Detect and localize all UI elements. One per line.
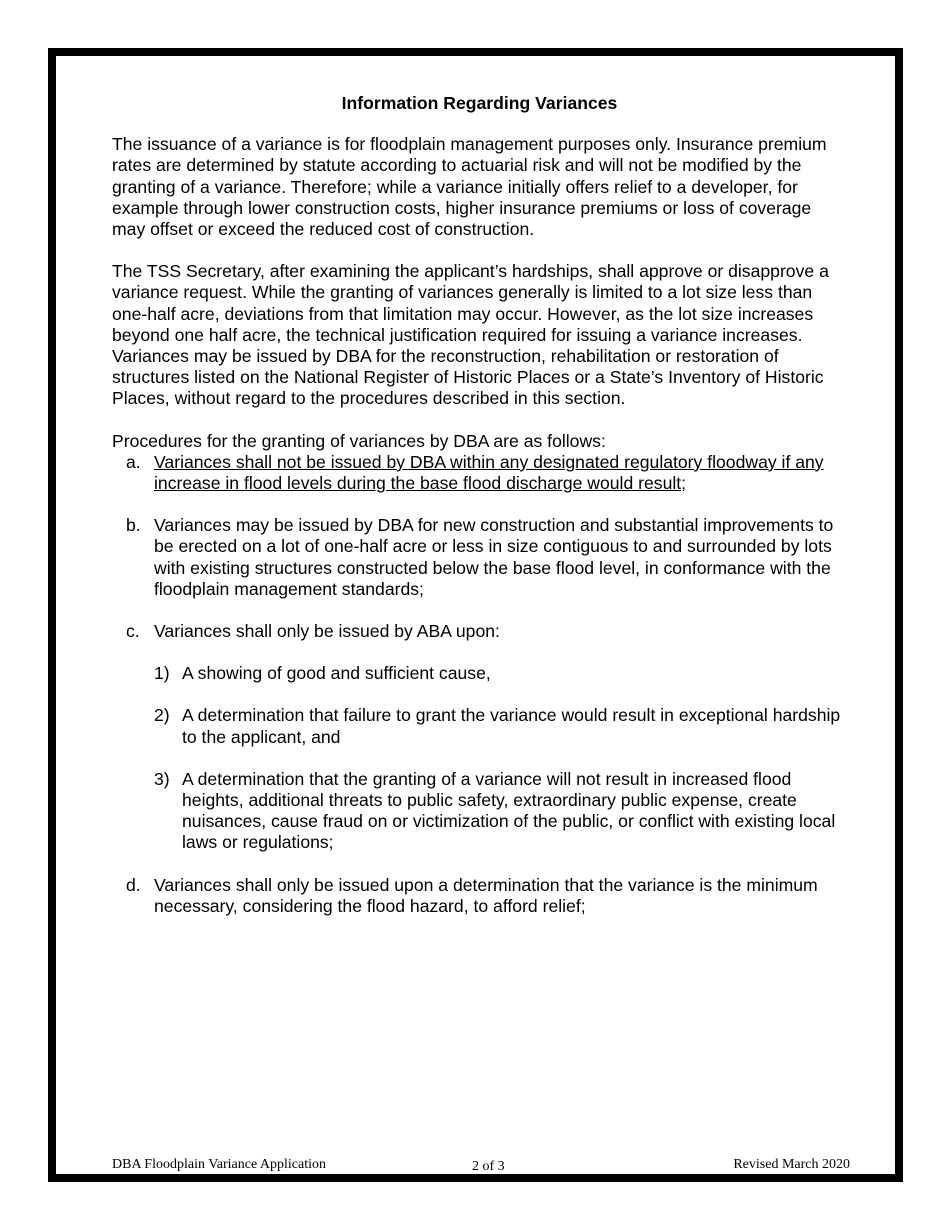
- sub-marker: 1): [154, 663, 170, 684]
- sub-marker: 2): [154, 705, 170, 726]
- list-text: Variances shall only be issued by ABA upon:: [154, 621, 500, 642]
- footer-document-name: DBA Floodplain Variance Application: [112, 1157, 326, 1172]
- list-marker: b.: [126, 515, 141, 536]
- sub-text: A determination that the granting of a variance will not result in increased flood heights, additional threats to public safety, extraordinary public expense, create nuisances, cause fraud on or victimization of the public, or conflict with existing local laws or regulations;: [182, 768, 836, 853]
- sub-text: A showing of good and sufficient cause,: [182, 663, 491, 684]
- list-item-b: [112, 515, 847, 600]
- page-title: Information Regarding Variances: [341, 93, 618, 113]
- paragraph-secretary: The TSS Secretary, after examining the applicant’s hardships, shall approve or disapprove a variance request. While the granting of variances generally is limited to a lot size less than one-half acre, deviations from that limitation may occur. However, as the lot size increases beyond one half acre, the technical justification required for issuing a variance increases. Variances may be issued by DBA for the reconstruction, rehabilitation or restoration of structures listed on the National Register of Historic Places or a State’s Inventory of Historic Places, without regard to the procedures described in this section.: [112, 261, 829, 409]
- page-footer: [112, 1157, 850, 1175]
- document-body: [112, 93, 847, 938]
- list-item-a: [112, 452, 847, 494]
- list-marker: c.: [126, 621, 140, 642]
- sub-item-2: [112, 705, 847, 747]
- list-text: Variances may be issued by DBA for new construction and substantial improvements to be erected on a lot of one-half acre or less in size contiguous to and surrounded by lots with existing structures constructed below the base flood level, in conformance with the floodplain management standards;: [154, 515, 834, 599]
- list-marker: a.: [126, 451, 141, 472]
- paragraph-insurance: The issuance of a variance is for floodplain management purposes only. Insurance premium rates are determined by statute according to actuarial risk and will not be modified by the granting of a variance. Therefore; while a variance initially offers relief to a developer, for example through lower construction costs, higher insurance premiums or loss of coverage may offset or exceed the reduced cost of construction.: [112, 134, 827, 240]
- procedures-intro: Procedures for the granting of variances by DBA are as follows:: [112, 430, 606, 451]
- footer-page-number: 2 of 3: [472, 1159, 505, 1174]
- list-item-c: [112, 621, 847, 642]
- sub-marker: 3): [154, 768, 170, 789]
- sub-text: A determination that failure to grant the variance would result in exceptional hardship to the applicant, and: [182, 705, 841, 747]
- list-marker: d.: [126, 874, 141, 895]
- footer-revision-date: Revised March 2020: [733, 1157, 850, 1172]
- list-text: Variances shall not be issued by DBA within any designated regulatory floodway if any increase in flood levels during the base flood discharge would result;: [154, 451, 824, 494]
- sub-item-1: [112, 663, 847, 684]
- list-text: Variances shall only be issued upon a determination that the variance is the minimum necessary, considering the flood hazard, to afford relief;: [154, 874, 818, 916]
- sub-item-3: [112, 769, 847, 854]
- list-item-d: [112, 875, 847, 917]
